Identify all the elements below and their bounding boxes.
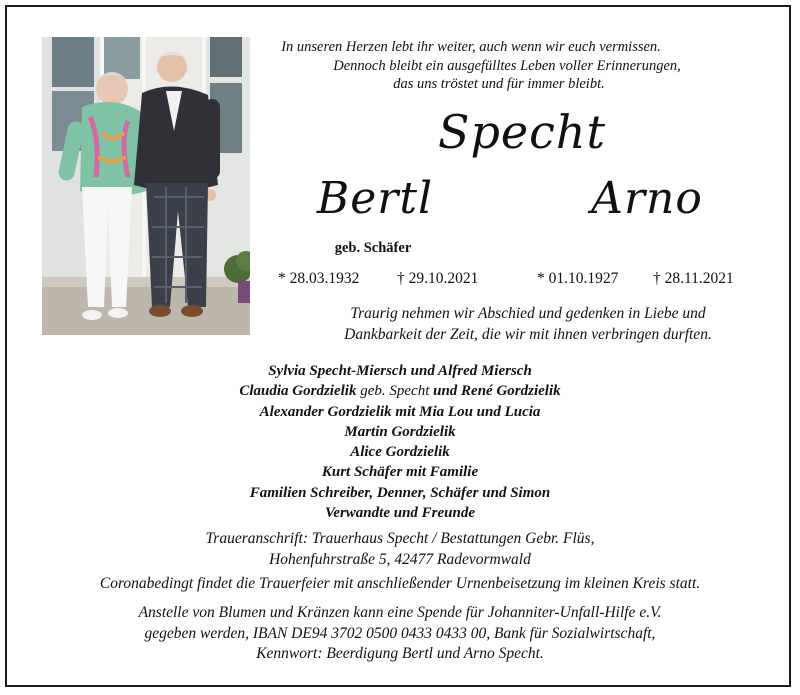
death-date-bertl: † 29.10.2021 <box>397 270 479 287</box>
mourner-line: Verwandte und Freunde <box>324 505 476 522</box>
mourning-line-2: Dankbarkeit der Zeit, die wir mit ihnen verbringen durften. <box>344 326 712 343</box>
mourner-line: Alice Gordzielik <box>350 444 450 461</box>
surname: Specht <box>437 105 607 159</box>
address-line-2: Hohenfuhrstraße 5, 42477 Radevormwald <box>269 551 531 568</box>
quote-line-2: Dennoch bleibt ein ausgefülltes Leben voller Erinnerungen, <box>333 57 681 74</box>
mourning-line-1: Traurig nehmen wir Abschied und gedenken in Liebe und <box>350 305 706 322</box>
mourner-maiden-name: geb. Specht <box>356 383 434 400</box>
maiden-name: geb. Schäfer <box>334 240 412 256</box>
mourner-line: Kurt Schäfer mit Familie <box>321 464 479 481</box>
couple-photo <box>42 37 250 335</box>
donation-request <box>0 603 800 665</box>
memorial-quote <box>262 38 692 94</box>
quote-line-3: das uns tröstet und für immer bleibt. <box>393 76 605 92</box>
donation-line-1: Anstelle von Blumen und Kränzen kann eine Spende für Johanniter-Unfall-Hilfe e.V. <box>138 604 662 621</box>
mourner-name: und René Gordzielik <box>433 383 561 400</box>
mourner-line: Alexander Gordzielik mit Mia Lou und Lucia <box>259 403 541 420</box>
birth-date-bertl: * 28.03.1932 <box>278 270 360 287</box>
mourning-address <box>0 528 800 570</box>
mourner-name: Claudia Gordzielik <box>239 383 357 400</box>
donation-line-2: gegeben werden, IBAN DE94 3702 0500 0433 0433 00, Bank für Sozialwirtschaft, <box>144 624 656 642</box>
mourner-line: Sylvia Specht-Miersch und Alfred Miersch <box>268 363 532 379</box>
mourner-line: Martin Gordzielik <box>344 423 456 440</box>
quote-line-1: In unseren Herzen lebt ihr weiter, auch wenn wir euch vermissen. <box>281 39 661 55</box>
mourning-text <box>262 303 794 345</box>
mourner-line: Familien Schreiber, Denner, Schäfer und Simon <box>249 484 551 501</box>
mourner-line <box>0 381 800 401</box>
death-date-arno: † 28.11.2021 <box>653 270 734 287</box>
birth-date-arno: * 01.10.1927 <box>537 270 619 287</box>
first-name-arno: Arno <box>591 173 703 224</box>
first-name-bertl: Bertl <box>316 173 434 224</box>
donation-line-3: Kennwort: Beerdigung Bertl und Arno Specht. <box>256 645 544 662</box>
funeral-note: Coronabedingt findet die Trauerfeier mit anschließender Urnenbeisetzung im kleinen Kreis statt. <box>99 575 701 592</box>
mourners-list <box>0 361 800 523</box>
address-line-1: Traueranschrift: Trauerhaus Specht / Bestattungen Gebr. Flüs, <box>205 530 595 547</box>
